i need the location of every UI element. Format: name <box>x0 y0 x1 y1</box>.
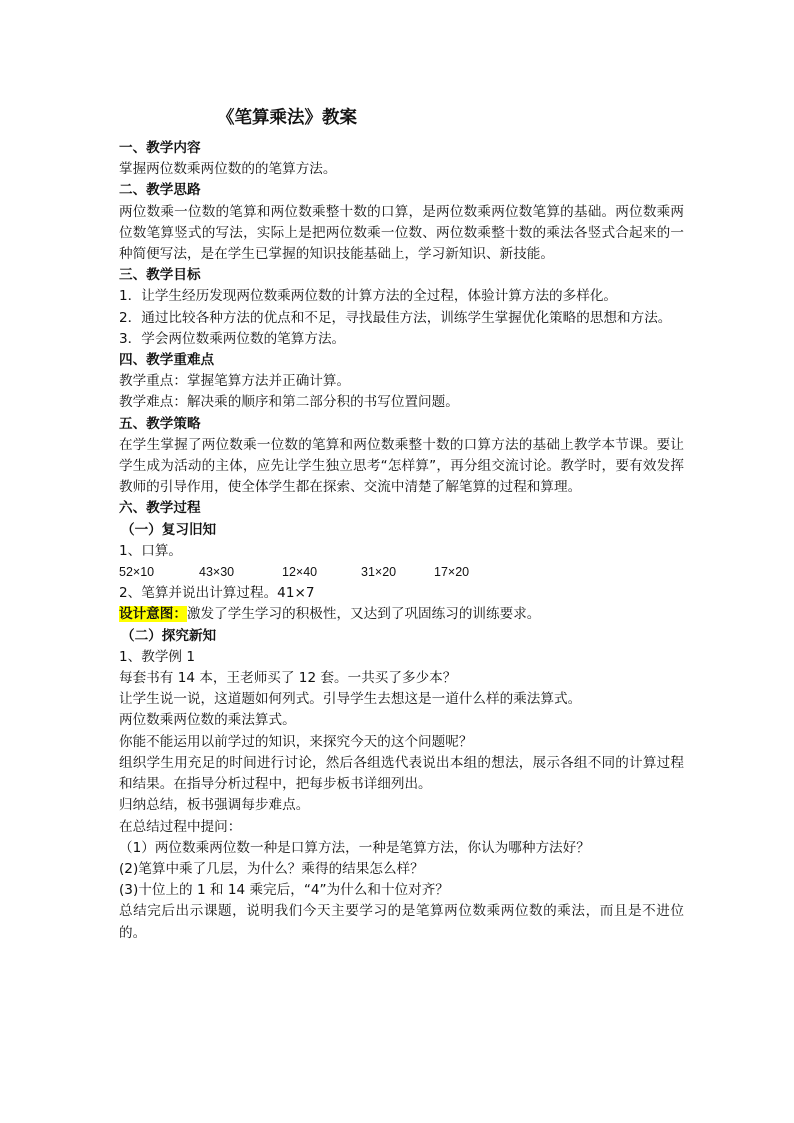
goal-item: 3．学会两位数乘两位数的笔算方法。 <box>119 330 346 347</box>
design-intent <box>119 604 684 625</box>
section-text-strategy: 在学生掌握了两位数乘一位数的笔算和两位数乘整十数的口算方法的基础上教学本节课。要让学生成为活动的主体，应先让学生独立思考“怎样算”，再分组交流讨论。教学时，要有效发挥教师的引导作用，使全体学生都在探索、交流中清楚了解笔算的过程和算理。 <box>119 436 684 496</box>
question-1: （1）两位数乘两位数一种是口算方法，一种是笔算方法，你认为哪种方法好？ <box>119 839 590 856</box>
explore-line: 归纳总结，板书强调每步难点。 <box>119 797 310 814</box>
goal-item: 1．让学生经历发现两位数乘两位数的计算方法的全过程，体验计算方法的多样化。 <box>119 288 618 305</box>
design-intent-label: 设计意图： <box>119 606 187 623</box>
key-point-text: 教学重点：掌握笔算方法并正确计算。 <box>119 373 351 390</box>
mental-math-problem: 17×20 <box>434 565 470 580</box>
section-text-content: 掌握两位数乘两位数的的笔算方法。 <box>119 161 337 178</box>
subsection-heading-review: （一）复习旧知 <box>121 521 217 538</box>
explore-line: 在总结过程中提问： <box>119 818 242 835</box>
explore-summary: 总结完后出示课题，说明我们今天主要学习的是笔算两位数乘两位数的乘法，而且是不进位的。 <box>119 903 684 941</box>
goal-item: 2．通过比较各种方法的优点和不足，寻找最佳方法，训练学生掌握优化策略的思想和方法。 <box>119 309 672 326</box>
section-heading-goals: 三、教学目标 <box>119 267 201 284</box>
question-3: (3)十位上的 1 和 14 乘完后，“4”为什么和十位对齐？ <box>119 882 449 899</box>
section-heading-process: 六、教学过程 <box>119 500 201 517</box>
subsection-heading-explore: （二）探究新知 <box>121 627 217 644</box>
mental-math-problem: 31×20 <box>361 565 397 580</box>
design-intent-text: 激发了学生学习的积极性，又达到了巩固练习的训练要求。 <box>186 606 541 623</box>
section-heading-content: 一、教学内容 <box>119 140 201 156</box>
explore-line: 组织学生用充足的时间进行讨论，然后各组选代表说出本组的想法，展示各组不同的计算过程和结果。在指导分析过程中，把每步板书详细列出。 <box>119 754 684 793</box>
question-2: (2)笔算中乘了几层，为什么？乘得的结果怎么样？ <box>119 860 424 877</box>
mental-math-problem: 12×40 <box>282 565 318 580</box>
section-heading-approach: 二、教学思路 <box>119 182 201 199</box>
review-item-1: 1、口算。 <box>119 542 183 559</box>
difficulty-text: 教学难点：解决乘的顺序和第二部分积的书写位置问题。 <box>119 394 459 411</box>
section-text-approach: 两位数乘一位数的笔算和两位数乘整十数的口算，是两位数乘两位数笔算的基础。两位数乘两位数笔算竖式的写法，实际上是把两位数乘一位数、两位数乘整十数的乘法各竖式合起来的一种简便写法，是在学生已掌握的知识技能基础上，学习新知识、新技能。 <box>119 203 684 263</box>
section-heading-strategy: 五、教学策略 <box>119 415 201 432</box>
explore-line: 两位数乘两位数的乘法算式。 <box>119 712 296 729</box>
document-title: 《笔算乘法》教案 <box>217 108 357 128</box>
explore-line: 你能不能运用以前学过的知识，来探究今天的这个问题呢？ <box>119 733 473 750</box>
mental-math-problem: 52×10 <box>119 565 155 580</box>
explore-line: 让学生说一说，这道题如何列式。引导学生去想这是一道什么样的乘法算式。 <box>119 691 582 708</box>
lesson-plan-body <box>119 106 684 944</box>
explore-line: 每套书有 14 本，王老师买了 12 套。一共买了多少本？ <box>119 670 457 687</box>
explore-line: 1、教学例 1 <box>119 648 195 665</box>
mental-math-problem: 43×30 <box>199 565 235 580</box>
review-item-2: 2、笔算并说出计算过程。41×7 <box>119 585 315 602</box>
section-heading-key-points: 四、教学重难点 <box>119 352 215 369</box>
mental-math-row <box>119 562 684 583</box>
